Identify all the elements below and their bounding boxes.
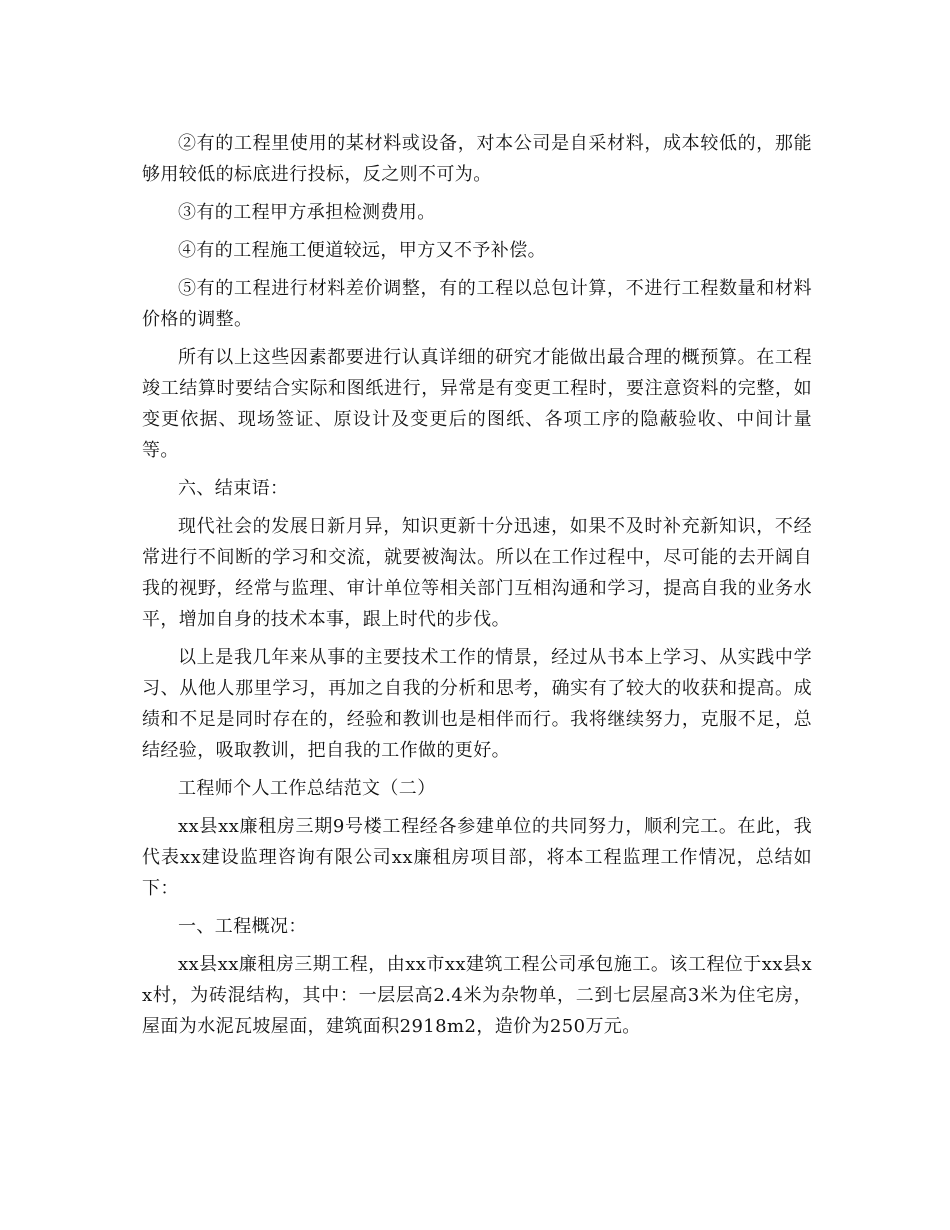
- paragraph-project-details: xx县xx廉租房三期工程，由xx市xx建筑工程公司承包施工。该工程位于xx县xx村，为砖混结构，其中：一层层高2.4米为杂物单，二到七层屋高3米为住宅房，屋面为水泥瓦坡屋面，建筑面积2918m2，造价为250万元。: [142, 954, 812, 1037]
- section-heading-sample-two: 工程师个人工作总结范文（二）: [178, 778, 436, 799]
- section-heading-project-overview: 一、工程概况：: [178, 916, 307, 937]
- paragraph-material-bidding: ②有的工程里使用的某材料或设备，对本公司是自采材料，成本较低的，那能够用较低的标底进行投标，反之则不可为。: [142, 133, 812, 185]
- document-page: [142, 128, 812, 1049]
- paragraph-price-adjustment: ⑤有的工程进行材料差价调整，有的工程以总包计算，不进行工程数量和材料价格的调整。: [142, 278, 812, 330]
- paragraph-testing-fee: ③有的工程甲方承担检测费用。: [178, 202, 436, 223]
- paragraph-summary-reflection: 以上是我几年来从事的主要技术工作的情景，经过从书本上学习、从实践中学习、从他人那里学习，再加之自我的分析和思考，确实有了较大的收获和提高。成绩和不足是同时存在的，经验和教训也是相伴而行。我将继续努力，克服不足，总结经验，吸取教训，把自我的工作做的更好。: [142, 647, 812, 761]
- paragraph-continuous-learning: 现代社会的发展日新月异，知识更新十分迅速，如果不及时补充新知识，不经常进行不间断的学习和交流，就要被淘汰。所以在工作过程中，尽可能的去开阔自我的视野，经常与监理、审计单位等相关部门互相沟通和学习，提高自我的业务水平，增加自身的技术本事，跟上时代的步伐。: [142, 516, 812, 630]
- paragraph-budget-factors: 所有以上这些因素都要进行认真详细的研究才能做出最合理的概预算。在工程竣工结算时要结合实际和图纸进行，异常是有变更工程时，要注意资料的完整，如变更依据、现场签证、原设计及变更后的图纸、各项工序的隐蔽验收、中间计量等。: [142, 347, 812, 461]
- section-heading-conclusion: 六、结束语：: [178, 478, 289, 499]
- paragraph-access-road: ④有的工程施工便道较远，甲方又不予补偿。: [178, 240, 546, 261]
- paragraph-project-intro: xx县xx廉租房三期9号楼工程经各参建单位的共同努力，顺利完工。在此，我代表xx建设监理咨询有限公司xx廉租房项目部，将本工程监理工作情况，总结如下：: [142, 816, 812, 899]
